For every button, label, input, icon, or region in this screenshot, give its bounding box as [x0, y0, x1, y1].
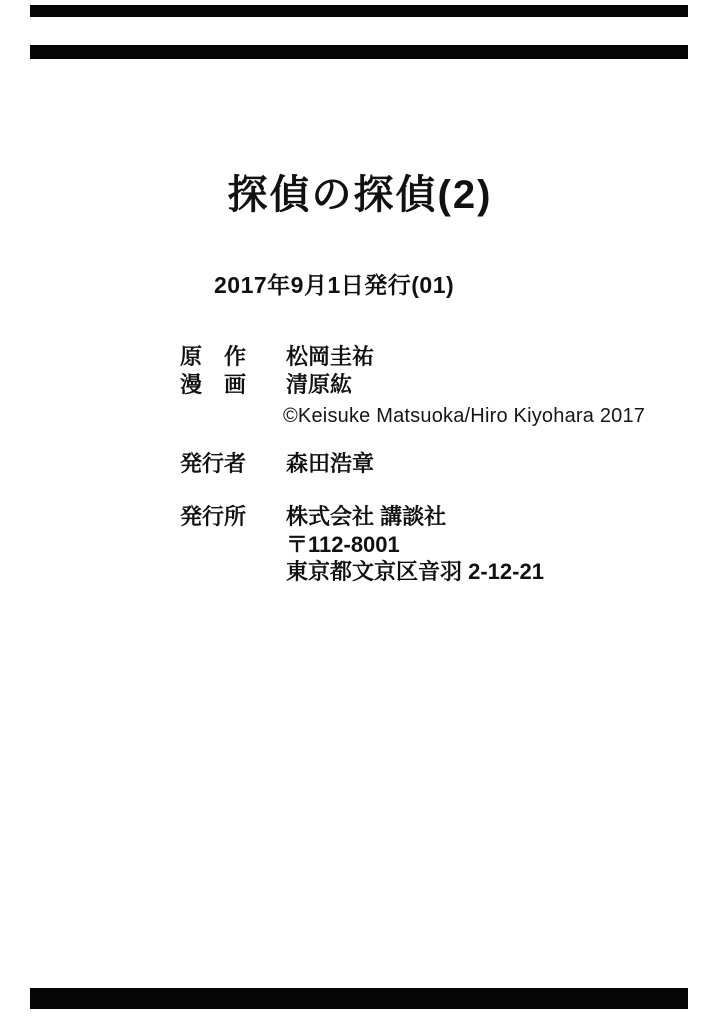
credit-value-manga-artist: 清原紘: [286, 371, 353, 397]
issue-date-line: 2017年9月1日発行(01): [214, 272, 455, 298]
credit-row-manga-artist: [180, 371, 374, 399]
credit-label-manga-artist: 漫 画: [180, 371, 247, 397]
publishing-office-block: [180, 503, 544, 586]
postal-code-line: 〒112-8001: [286, 531, 400, 557]
publishing-office-value: 株式会社 講談社: [286, 504, 447, 529]
publisher-row: [180, 447, 374, 478]
copyright-line: ©Keisuke Matsuoka/Hiro Kiyohara 2017: [283, 405, 646, 427]
credit-row-original-author: [180, 343, 374, 371]
address-line: 東京都文京区音羽 2-12-21: [286, 559, 544, 584]
top-bar-2: [30, 45, 688, 59]
publisher-label: 発行者: [180, 451, 247, 476]
top-bar-1: [30, 5, 688, 17]
credit-label-original-author: 原 作: [180, 344, 247, 369]
publishing-office-label: 発行所: [180, 504, 247, 529]
credit-value-original-author: 松岡圭祐: [286, 344, 375, 369]
book-title: 探偵の探偵(2): [227, 173, 493, 217]
bottom-bar: [30, 988, 688, 1009]
credits-block: [180, 343, 374, 398]
publisher-value: 森田浩章: [286, 451, 375, 476]
publishing-office-row: [180, 503, 544, 531]
